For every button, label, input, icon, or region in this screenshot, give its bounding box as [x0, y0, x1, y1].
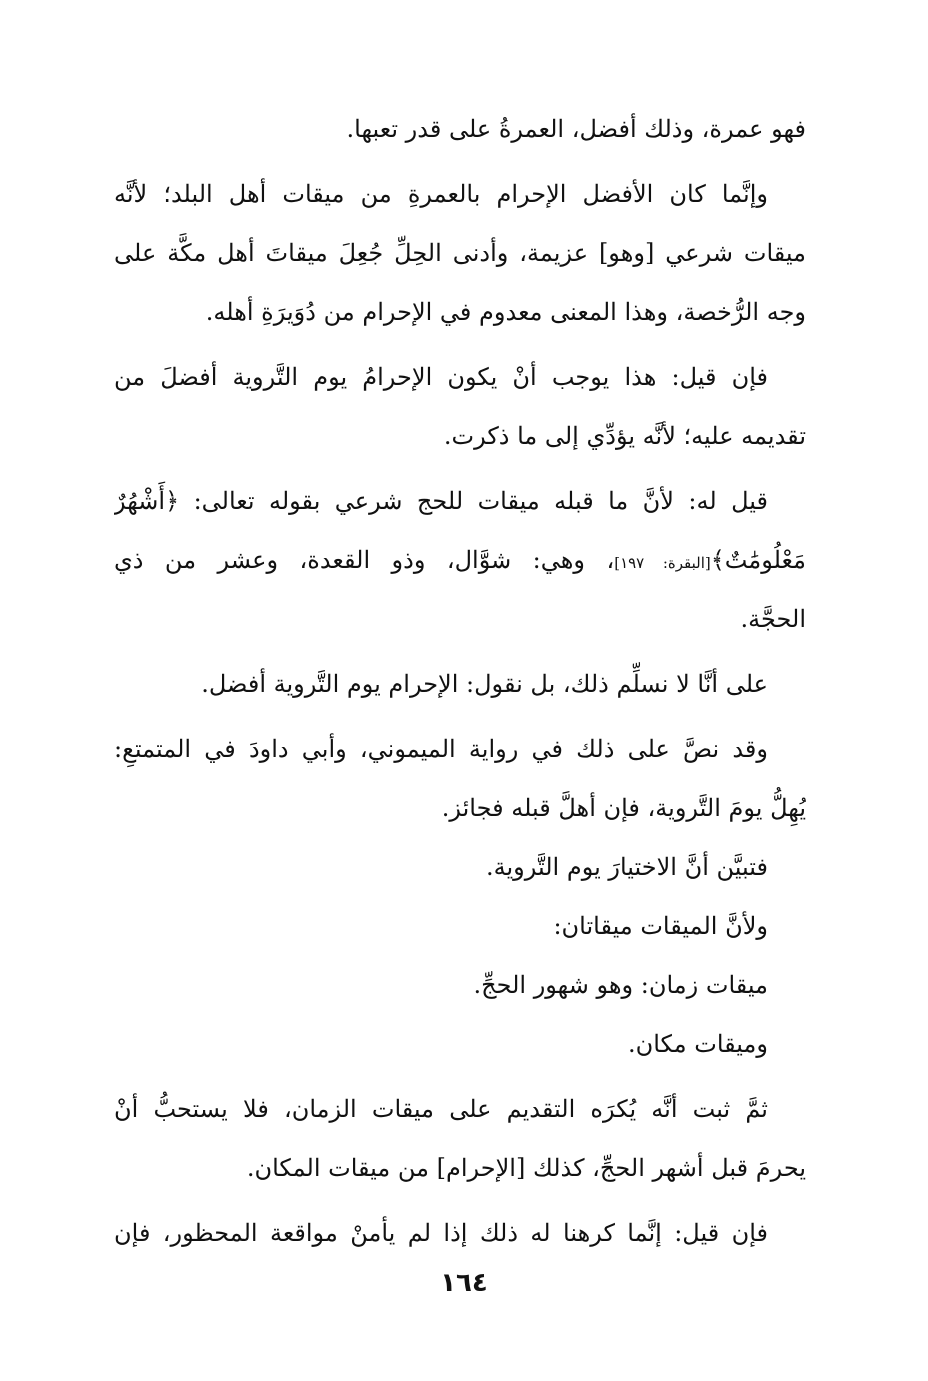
paragraph	[114, 1080, 806, 1198]
text-line: يُهِلُّ يومَ التَّروية، فإن أهلَّ قبله فجائز.	[441, 794, 806, 822]
text-line: قيل له: لأنَّ ما قبله ميقات للحج شرعي بقوله تعالى: ﴿أَشْهُرٌ	[114, 487, 768, 515]
verse-reference: [البقرة: ١٩٧]	[614, 554, 711, 572]
quran-verse: مَعْلُومَٰتٌ﴾	[710, 546, 806, 574]
paragraph	[114, 838, 806, 897]
page-number: ١٦٤	[440, 1268, 488, 1298]
text-line: وإنَّما كان الأفضل الإحرام بالعمرةِ من ميقات أهل البلد؛ لأنَّه	[114, 180, 768, 208]
paragraph	[114, 472, 806, 649]
text-line: فإن قيل: هذا يوجب أنْ يكون الإحرامُ يوم التَّروية أفضلَ من	[114, 363, 768, 391]
paragraph	[114, 720, 806, 838]
text-line: ولأنَّ الميقات ميقاتان:	[553, 912, 768, 940]
text-line: فهو عمرة، وذلك أفضل، العمرةُ على قدر تعبها.	[346, 115, 806, 143]
text-line: وقد نصَّ على ذلك في رواية الميموني، وأبي داودَ في المتمتعِ:	[114, 735, 768, 763]
paragraph	[114, 1204, 806, 1263]
text-segment: ، وهي: شوَّال، وذو القعدة، وعشر من ذي	[114, 546, 615, 574]
text-line: فإن قيل: إنَّما كرهنا له ذلك إذا لم يأمنْ مواقعة المحظور، فإن	[114, 1219, 768, 1247]
paragraph	[114, 897, 806, 956]
body-text	[114, 100, 806, 1263]
paragraph	[114, 100, 806, 159]
text-line: الحجَّة.	[740, 605, 806, 633]
text-line: وجه الرُّخصة، وهذا المعنى معدوم في الإحرام من دُوَيرَةِ أهله.	[205, 298, 806, 326]
text-line: وميقات مكان.	[627, 1030, 768, 1058]
text-line: فتبيَّن أنَّ الاختيارَ يوم التَّروية.	[485, 853, 768, 881]
text-line	[114, 531, 806, 590]
text-line: تقديمه عليه؛ لأنَّه يؤدِّي إلى ما ذكرت.	[443, 422, 806, 450]
paragraph	[114, 655, 806, 714]
text-line: ميقات زمان: وهو شهور الحجِّ.	[473, 971, 768, 999]
text-line: ميقات شرعي [وهو] عزيمة، وأدنى الحِلِّ جُعِلَ ميقاتَ أهل مكَّة على	[114, 239, 806, 267]
paragraph	[114, 348, 806, 466]
paragraph	[114, 956, 806, 1015]
text-line: ثمَّ ثبت أنَّه يُكرَه التقديم على ميقات الزمان، فلا يستحبُّ أنْ	[114, 1095, 768, 1123]
paragraph	[114, 1015, 806, 1074]
text-line: يحرمَ قبل أشهر الحجِّ، كذلك [الإحرام] من ميقات المكان.	[246, 1154, 806, 1182]
paragraph	[114, 165, 806, 342]
text-line: على أنَّا لا نسلِّم ذلك، بل نقول: الإحرام يوم التَّروية أفضل.	[201, 670, 768, 698]
